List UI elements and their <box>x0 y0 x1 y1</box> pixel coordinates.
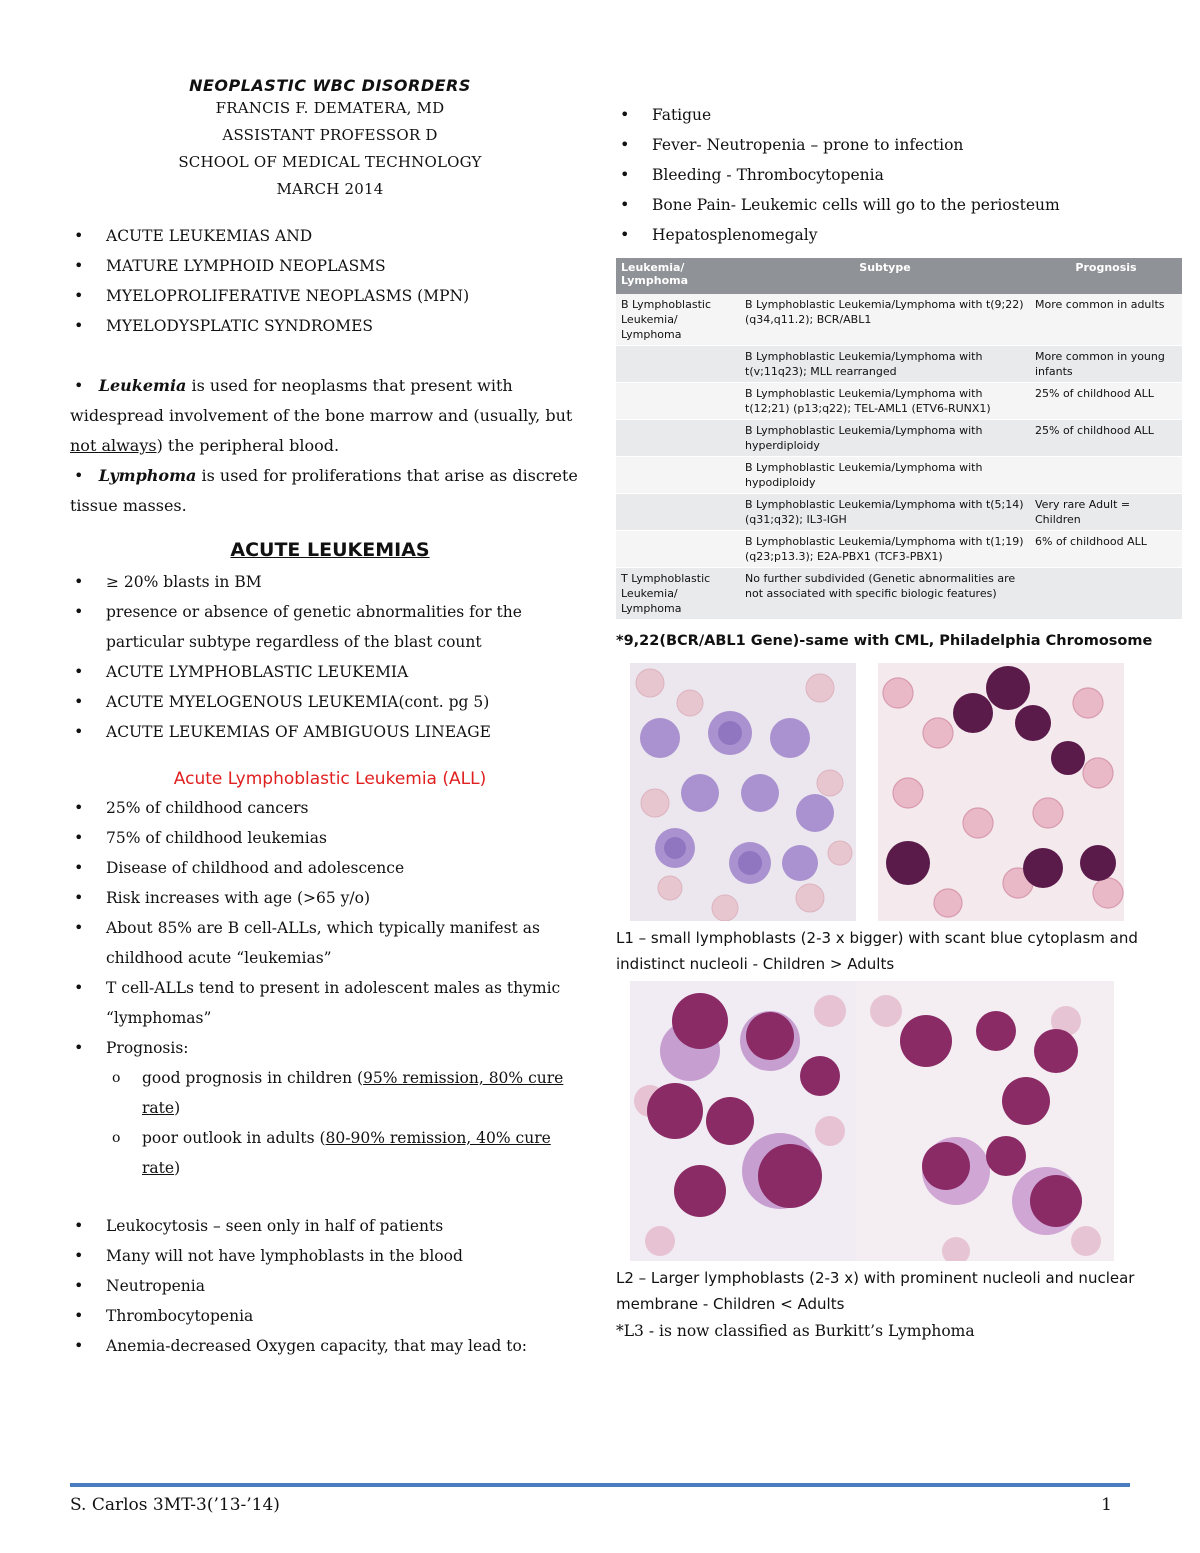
document-title: NEOPLASTIC WBC DISORDERS <box>189 76 471 95</box>
definitions <box>70 371 590 521</box>
list-item: • Anemia-decreased Oxygen capacity, that may lead to: <box>70 1331 590 1361</box>
document-header <box>70 76 590 203</box>
philadelphia-note: *9,22(BCR/ABL1 Gene)-same with CML, Philadelphia Chromosome <box>616 633 1153 649</box>
list-item: • 25% of childhood cancers <box>70 793 590 823</box>
list-item: • Fever- Neutropenia – prone to infection <box>616 130 1186 160</box>
l3-note: *L3 - is now classified as Burkitt’s Lymphoma <box>616 1322 975 1340</box>
list-item: • Hepatosplenomegaly <box>616 220 1186 250</box>
leukemia-text-1: is used for neoplasms that present with widespread involvement of the bone marrow and (usually, but <box>70 376 573 425</box>
list-item: • ACUTE LYMPHOBLASTIC LEUKEMIA <box>70 657 590 687</box>
list-item: • Thrombocytopenia <box>70 1301 590 1331</box>
list-item: • Leukocytosis – seen only in half of patients <box>70 1211 590 1241</box>
list-item: • ≥ 20% blasts in BM <box>70 567 590 597</box>
table-row: B Lymphoblastic Leukemia/Lymphoma with t(v;11q23); MLL rearranged More common in young infants <box>616 346 1182 383</box>
list-item: • About 85% are B cell-ALLs, which typically manifest as childhood acute “leukemias” <box>70 913 590 973</box>
l2-caption: L2 – Larger lymphoblasts (2-3 x) with prominent nucleoli and nuclear membrane - Children < Adults <box>616 1269 1135 1313</box>
table-row: B Lymphoblastic Leukemia/Lymphoma with t(1;19) (q23;p13.3); E2A-PBX1 (TCF3-PBX1) 6% of childhood ALL <box>616 531 1182 568</box>
table-row: B Lymphoblastic Leukemia/Lymphoma with t(5;14) (q31;q32); IL3-IGH Very rare Adult = Children <box>616 494 1182 531</box>
table-header: Prognosis <box>1030 258 1182 294</box>
list-item <box>70 1033 590 1183</box>
l2-smear-image-2 <box>856 981 1114 1261</box>
list-item: • Fatigue <box>616 100 1186 130</box>
list-item: • Neutropenia <box>70 1271 590 1301</box>
list-item: • MATURE LYMPHOID NEOPLASMS <box>70 251 590 281</box>
acute-leukemias-heading: ACUTE LEUKEMIAS <box>230 539 430 561</box>
all-findings-list <box>70 1211 590 1361</box>
prognosis-label: Prognosis: <box>106 1039 189 1057</box>
table-row: B Lymphoblastic Leukemia/Lymphoma with hypodiploidy <box>616 457 1182 494</box>
prognosis-list <box>106 1063 590 1183</box>
table-row: B Lymphoblastic Leukemia/Lymphoma with hyperdiploidy 25% of childhood ALL <box>616 420 1182 457</box>
table-row: B Lymphoblastic Leukemia/ Lymphoma B Lymphoblastic Leukemia/Lymphoma with t(9;22) (q34,q11.2); BCR/ABL1 More common in adults <box>616 294 1182 346</box>
list-item: • ACUTE LEUKEMIAS OF AMBIGUOUS LINEAGE <box>70 717 590 747</box>
l1-image-row <box>630 663 1186 921</box>
leukemia-term: Leukemia <box>98 376 187 395</box>
author-position: ASSISTANT PROFESSOR D <box>222 126 438 144</box>
left-column <box>70 70 590 1361</box>
all-heading: Acute Lymphoblastic Leukemia (ALL) <box>173 769 487 789</box>
author-name: FRANCIS F. DEMATERA, MD <box>215 99 445 117</box>
l1-smear-image-1 <box>630 663 856 921</box>
leukemia-underlined: not always <box>70 436 157 455</box>
prognosis-item: o poor outlook in adults (80-90% remission, 40% cure rate) <box>106 1123 590 1183</box>
l2-smear-image-1 <box>630 981 856 1261</box>
table-row: T Lymphoblastic Leukemia/ Lymphoma No further subdivided (Genetic abnormalities are not associated with specific biologic features) <box>616 568 1182 620</box>
lymphoma-text: is used for proliferations that arise as discrete tissue masses. <box>70 466 578 515</box>
l1-smear-image-2 <box>878 663 1124 921</box>
l1-caption: L1 – small lymphoblasts (2-3 x bigger) with scant blue cytoplasm and indistinct nucleoli - Children > Adults <box>616 929 1138 973</box>
list-item: • 75% of childhood leukemias <box>70 823 590 853</box>
leukemia-text-2: ) the peripheral blood. <box>156 436 340 455</box>
l2-image-row <box>630 981 1186 1261</box>
list-item: • MYELODYSPLATIC SYNDROMES <box>70 311 590 341</box>
list-item: • T cell-ALLs tend to present in adolescent males as thymic “lymphomas” <box>70 973 590 1033</box>
document-date: MARCH 2014 <box>276 180 384 198</box>
table-row: B Lymphoblastic Leukemia/Lymphoma with t(12;21) (p13;q22); TEL-AML1 (ETV6-RUNX1) 25% of childhood ALL <box>616 383 1182 420</box>
subtype-table <box>616 258 1182 620</box>
list-item: • presence or absence of genetic abnormalities for the particular subtype regardless of the blast count <box>70 597 590 657</box>
table-header: Subtype <box>740 258 1030 294</box>
list-item: • Bone Pain- Leukemic cells will go to the periosteum <box>616 190 1186 220</box>
list-item: • ACUTE MYELOGENOUS LEUKEMIA(cont. pg 5) <box>70 687 590 717</box>
acute-leukemias-list <box>70 567 590 747</box>
page-number: 1 <box>1101 1495 1112 1515</box>
table-header: Leukemia/ Lymphoma <box>616 258 740 294</box>
right-column <box>616 100 1186 1345</box>
topics-list <box>70 221 590 341</box>
list-item: • Risk increases with age (>65 y/o) <box>70 883 590 913</box>
footer-author: S. Carlos 3MT-3(’13-’14) <box>70 1495 280 1515</box>
footer-rule <box>70 1483 1130 1487</box>
symptoms-list <box>616 100 1186 250</box>
list-item: • Bleeding - Thrombocytopenia <box>616 160 1186 190</box>
list-item: • MYELOPROLIFERATIVE NEOPLASMS (MPN) <box>70 281 590 311</box>
list-item: • ACUTE LEUKEMIAS AND <box>70 221 590 251</box>
school-name: SCHOOL OF MEDICAL TECHNOLOGY <box>178 153 482 171</box>
all-facts-list <box>70 793 590 1183</box>
list-item: • Many will not have lymphoblasts in the blood <box>70 1241 590 1271</box>
list-item: • Disease of childhood and adolescence <box>70 853 590 883</box>
lymphoma-definition: • Lymphoma is used for proliferations that arise as discrete tissue masses. <box>70 466 578 515</box>
lymphoma-term: Lymphoma <box>98 466 197 485</box>
prognosis-item: o good prognosis in children (95% remission, 80% cure rate) <box>106 1063 590 1123</box>
leukemia-definition: • Leukemia is used for neoplasms that present with widespread involvement of the bone marrow and (usually, but not always) the peripheral blood. <box>70 376 573 455</box>
